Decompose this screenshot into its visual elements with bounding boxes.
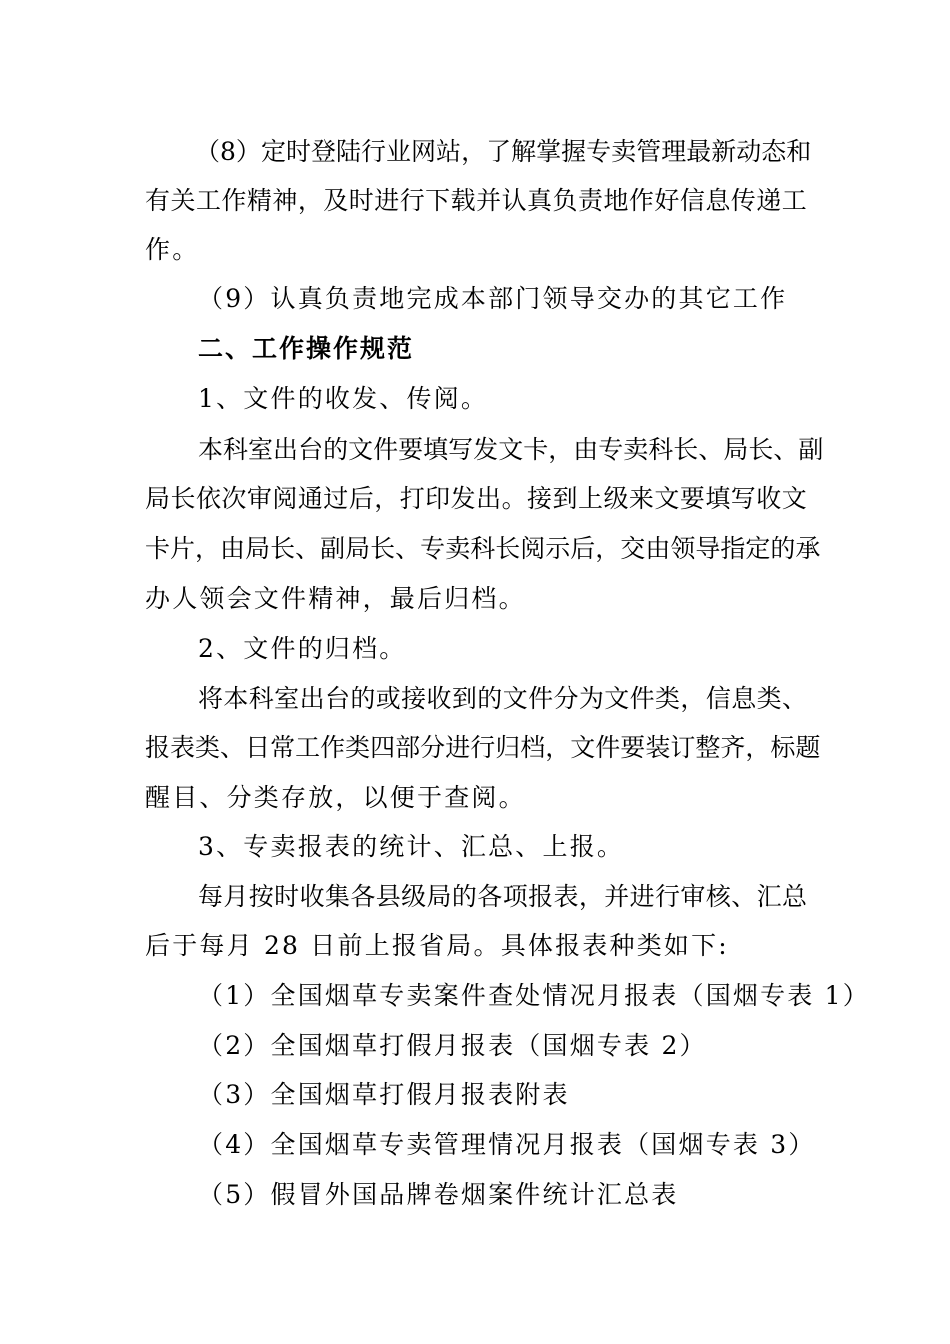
- paragraph-line: 有 关 工 作 精 神 ， 及 时 进 行 下 载 并 认 真 负 责 地 作 好 信 息 传 递 工: [145, 186, 807, 215]
- subsection-title: 3、专卖报表的统计、汇总、上报。: [198, 832, 625, 861]
- list-item: （2）全国烟草打假月报表（国烟专表 2）: [198, 1031, 707, 1060]
- paragraph-line: 后于每月 28 日前上报省局。具体报表种类如下:: [145, 931, 729, 960]
- subsection-title: 2、文件的归档。: [198, 634, 407, 663]
- list-item: （4）全国烟草专卖管理情况月报表（国烟专表 3）: [198, 1130, 816, 1159]
- paragraph-line: 将 本 科 室 出 台 的 或 接 收 到 的 文 件 分 为 文 件 类 ， 信 息 类 、: [198, 684, 807, 713]
- paragraph-line: 报 表 类 、 日 常 工 作 类 四 部 分 进 行 归 档 ， 文 件 要 装 订 整 齐 ， 标 题: [145, 733, 821, 762]
- paragraph-line: 作。: [145, 235, 200, 264]
- paragraph-line: 局 长 依 次 审 阅 通 过 后 ， 打 印 发 出 。 接 到 上 级 来 文 要 填 写 收 文: [145, 484, 807, 513]
- list-item: （3）全国烟草打假月报表附表: [198, 1080, 570, 1109]
- paragraph-line: 本 科 室 出 台 的 文 件 要 填 写 发 文 卡 ， 由 专 卖 科 长 、 局 长 、 副: [198, 435, 824, 464]
- paragraph-line: 醒目、分类存放，以便于查阅。: [145, 783, 526, 812]
- list-item: （1）全国烟草专卖案件查处情况月报表（国烟专表 1）: [198, 981, 870, 1010]
- subsection-title: 1、文件的收发、传阅。: [198, 384, 489, 413]
- paragraph-line: 办人领会文件精神，最后归档。: [145, 584, 526, 613]
- paragraph-line: （ 8 ） 定 时 登 陆 行 业 网 站 ， 了 解 掌 握 专 卖 管 理 最 新 动 态 和: [195, 137, 812, 166]
- paragraph-line: 卡 片 ， 由 局 长 、 副 局 长 、 专 卖 科 长 阅 示 后 ， 交 由 领 导 指 定 的 承: [145, 534, 821, 563]
- paragraph-line: （9）认真负责地完成本部门领导交办的其它工作: [198, 284, 788, 313]
- section-heading: 二、工作操作规范: [198, 334, 415, 363]
- list-item: （5）假冒外国品牌卷烟案件统计汇总表: [198, 1180, 679, 1209]
- paragraph-line: 每 月 按 时 收 集 各 县 级 局 的 各 项 报 表 ， 并 进 行 审 核 、 汇 总: [198, 882, 807, 911]
